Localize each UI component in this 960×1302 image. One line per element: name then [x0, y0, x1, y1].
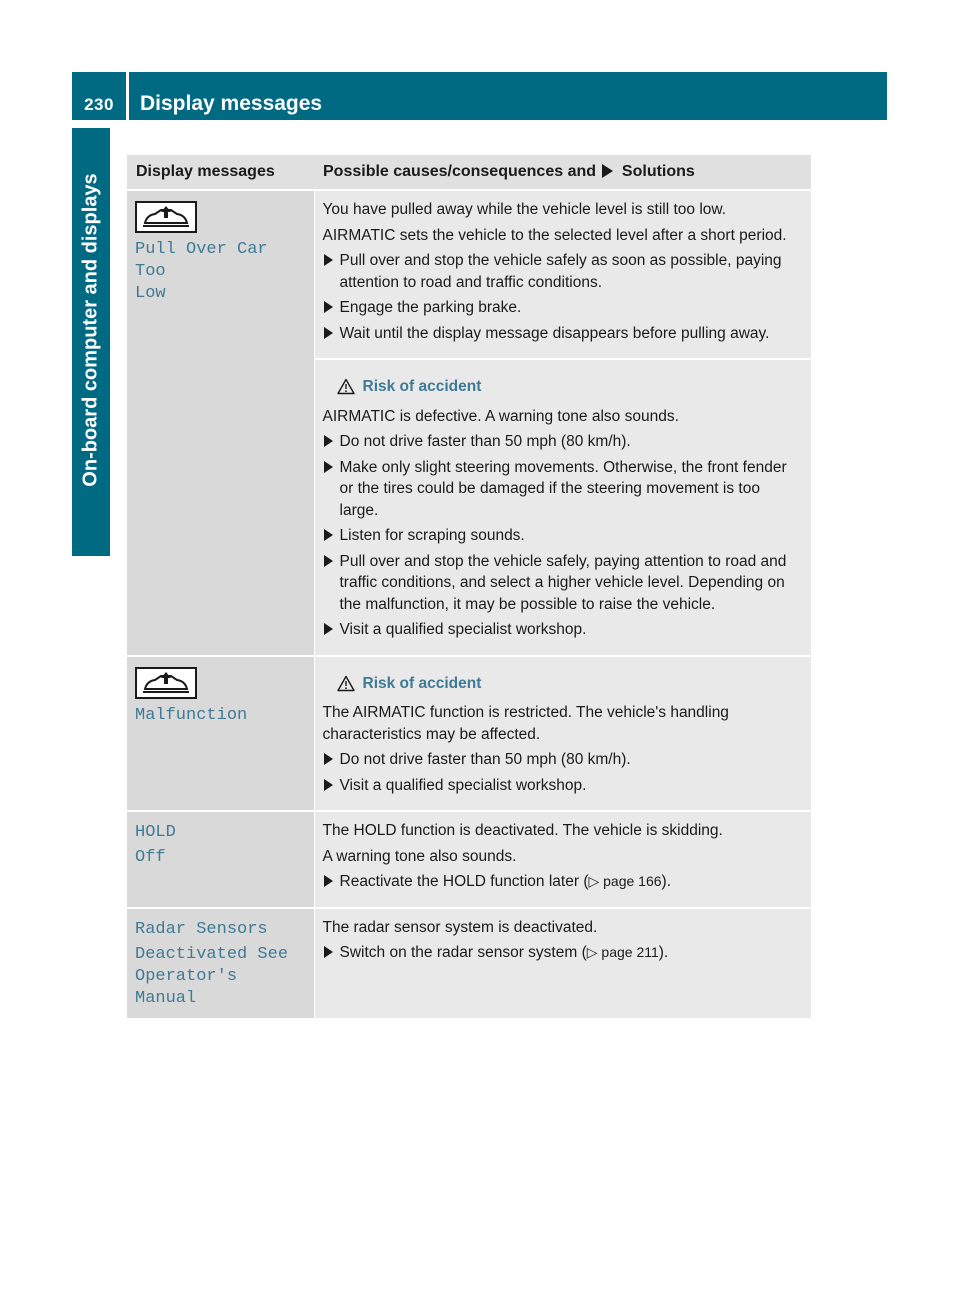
arrow-bullet-icon	[324, 875, 333, 887]
table-row	[127, 908, 811, 1019]
solution-step	[323, 250, 804, 293]
cause-text: AIRMATIC sets the vehicle to the selected level after a short period.	[322, 226, 787, 244]
risk-title: Risk of accident	[362, 378, 482, 395]
col-header-display-messages: Display messages	[127, 155, 314, 190]
step-text: Visit a qualified specialist workshop.	[339, 776, 587, 794]
solution-step	[323, 457, 804, 522]
arrow-bullet-icon	[324, 254, 333, 266]
solution-step	[323, 871, 804, 893]
arrow-bullet-icon	[324, 461, 333, 473]
solution-step	[323, 619, 804, 641]
page-number: 230	[84, 95, 114, 114]
side-tab-label-wrap	[72, 128, 110, 532]
message-text: Malfunction	[135, 705, 248, 725]
cause-text: A warning tone also sounds.	[322, 847, 517, 865]
table-header-row	[127, 155, 811, 190]
risk-title: Risk of accident	[362, 674, 482, 692]
solution-step	[323, 297, 804, 319]
arrow-bullet-icon	[324, 753, 333, 765]
step-text: Engage the parking brake.	[339, 299, 522, 316]
step-text: Do not drive faster than 50 mph (80 km/h).	[339, 751, 631, 768]
message-text: Off	[135, 848, 166, 867]
cause-text: The AIRMATIC function is restricted. The vehicle's handling characteristics may be affected.	[322, 704, 729, 743]
step-text: Make only slight steering movements. Otherwise, the front fender or the tires could be damaged if the steering movement is too large.	[339, 458, 787, 519]
step-text: Pull over and stop the vehicle safely, paying attention to road and traffic conditions, and select a higher vehicle level. Depending on the malfunction, it may be possible to raise the vehicle.	[339, 552, 787, 613]
solution-step	[323, 775, 804, 797]
messages-table	[127, 155, 811, 1020]
arrow-bullet-icon	[324, 779, 333, 791]
arrow-bullet-icon	[324, 435, 333, 447]
message-text: Low	[135, 284, 166, 303]
step-text: Do not drive faster than 50 mph (80 km/h).	[339, 433, 631, 450]
table-row	[127, 656, 811, 812]
header-divider	[126, 72, 129, 120]
solution-cell	[314, 190, 811, 359]
side-tab-label: On-board computer and displays	[79, 173, 102, 487]
step-text: Pull over and stop the vehicle safely as soon as possible, paying attention to road and traffic conditions.	[339, 252, 782, 291]
vehicle-level-icon	[135, 201, 197, 233]
cause-text: AIRMATIC is defective. A warning tone also sounds.	[322, 407, 679, 425]
step-text: Visit a qualified specialist workshop.	[339, 621, 587, 638]
col-header-solutions	[314, 155, 811, 190]
arrow-bullet-icon	[324, 327, 333, 339]
step-text: Listen for scraping sounds.	[339, 527, 525, 544]
vehicle-level-icon	[135, 667, 197, 699]
solution-step	[323, 749, 804, 771]
message-text: HOLD	[135, 823, 176, 842]
message-text: Deactivated See	[135, 944, 289, 964]
solution-step	[323, 942, 804, 964]
message-text: Radar Sensors	[135, 919, 268, 939]
step-text: Wait until the display message disappears before pulling away.	[339, 324, 770, 342]
solution-cell	[314, 811, 811, 908]
solution-cell	[314, 359, 811, 656]
arrow-bullet-icon	[324, 529, 333, 541]
message-text: Operator's Manual	[135, 966, 238, 1008]
risk-heading	[337, 376, 804, 398]
solution-step	[323, 525, 804, 547]
message-cell	[127, 908, 314, 1019]
step-text-end: ).	[658, 944, 669, 961]
risk-heading	[337, 673, 804, 695]
cause-text: The radar sensor system is deactivated.	[322, 918, 598, 936]
solution-step	[323, 323, 804, 345]
solution-cell	[314, 656, 811, 812]
solution-step	[323, 431, 804, 453]
step-text: Switch on the radar sensor system (	[339, 944, 587, 961]
message-cell	[127, 811, 314, 908]
page-title: Display messages	[140, 92, 323, 115]
arrow-bullet-icon	[324, 555, 333, 567]
step-text-end: ).	[661, 873, 672, 890]
message-text: Pull Over Car Too	[135, 240, 268, 281]
cause-text: The HOLD function is deactivated. The vehicle is skidding.	[322, 822, 723, 839]
arrow-bullet-icon	[324, 946, 333, 958]
header-arrow-icon	[602, 164, 613, 178]
table-row	[127, 811, 811, 908]
arrow-bullet-icon	[324, 301, 333, 313]
col-header-solutions-label: Solutions	[621, 163, 695, 180]
page-reference-link[interactable]: ▷ page 211	[586, 944, 659, 960]
cause-text: You have pulled away while the vehicle level is still too low.	[322, 201, 727, 218]
step-text: Reactivate the HOLD function later (	[339, 873, 589, 890]
arrow-bullet-icon	[324, 623, 333, 635]
col-header-causes: Possible causes/consequences and	[323, 163, 597, 180]
warning-triangle-icon	[337, 675, 355, 692]
table-row	[127, 190, 811, 359]
warning-triangle-icon	[337, 378, 355, 395]
message-cell	[127, 190, 314, 656]
page-reference-link[interactable]: ▷ page 166	[588, 873, 662, 889]
solution-step	[323, 551, 804, 616]
message-cell	[127, 656, 314, 812]
solution-cell	[314, 908, 811, 1019]
